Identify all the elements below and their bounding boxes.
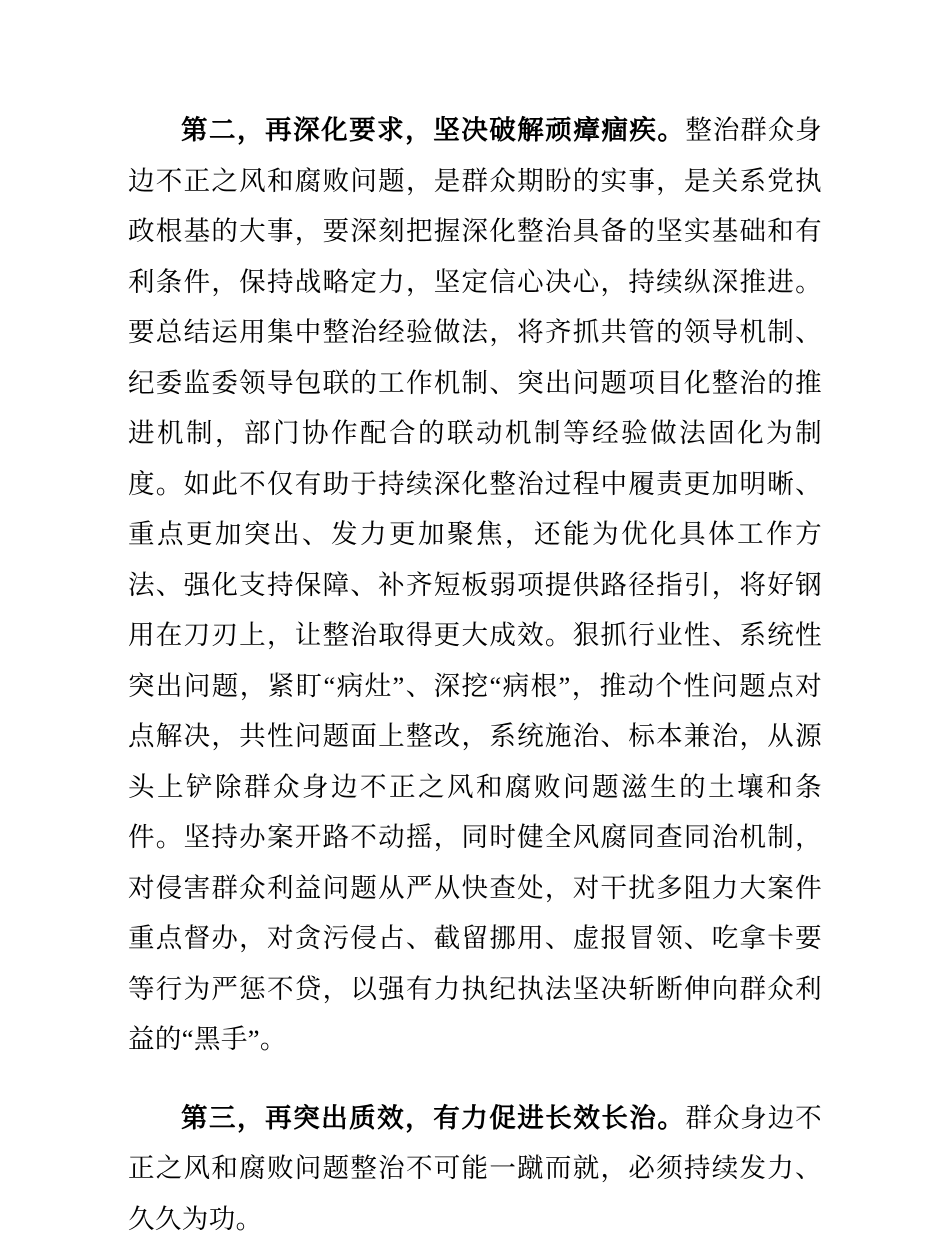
paragraph-second-text: 整治群众身边不正之风和腐败问题，是群众期盼的实事，是关系党执政根基的大事，要深刻把握深化整治具备的坚实基础和有利条件，保持战略定力，坚定信心决心，持续纵深推进。要总结运用集中整治经验做法，将齐抓共管的领导机制、纪委监委领导包联的工作机制、突出问题项目化整治的推进机制，部门协作配合的联动机制等经验做法固化为制度。如此不仅有助于持续深化整治过程中履责更加明晰、重点更加突出、发力更加聚焦，还能为优化具体工作方法、强化支持保障、补齐短板弱项提供路径指引，将好钢用在刀刃上，让整治取得更大成效。狠抓行业性、系统性突出问题，紧盯“病灶”、深挖“病根”，推动个性问题点对点解决，共性问题面上整改，系统施治、标本兼治，从源头上铲除群众身边不正之风和腐败问题滋生的土壤和条件。坚持办案开路不动摇，同时健全风腐同查同治机制，对侵害群众利益问题从严从快查处，对干扰多阻力大案件重点督办，对贪污侵占、截留挪用、虚报冒领、吃拿卡要等行为严惩不贷，以强有力执纪执法坚决斩断伸向群众利益的“黑手”。 xyxy=(128,115,822,1054)
document-body xyxy=(128,105,822,1244)
paragraph-third xyxy=(128,1093,822,1244)
paragraph-spacer xyxy=(128,1065,822,1093)
paragraph-second xyxy=(128,105,822,1065)
paragraph-third-lead: 第三，再突出质效，有力促进长效长治。 xyxy=(181,1103,685,1133)
paragraph-second-lead: 第二，再深化要求，坚决破解顽瘴痼疾。 xyxy=(181,115,685,145)
paragraph-third-text: 群众身边不正之风和腐败问题整治不可能一蹴而就，必须持续发力、久久为功。 xyxy=(128,1103,822,1234)
